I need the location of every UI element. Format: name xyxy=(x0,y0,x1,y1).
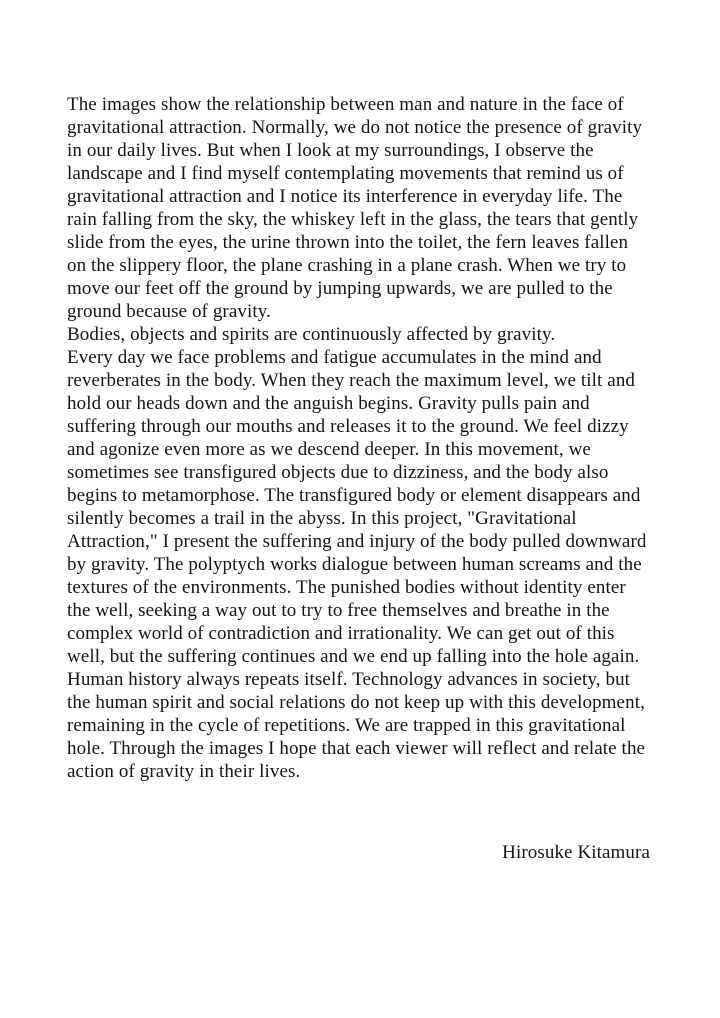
text-line: hold our heads down and the anguish begins. Gravity pulls pain and xyxy=(67,393,590,414)
text-line: on the slippery floor, the plane crashing in a plane crash. When we try to xyxy=(67,255,627,276)
text-line: hole. Through the images I hope that each viewer will reflect and relate the xyxy=(67,738,646,759)
signature: Hirosuke Kitamura xyxy=(502,842,650,863)
paragraph xyxy=(67,93,650,323)
text-line: ground because of gravity. xyxy=(67,301,271,322)
text-line: action of gravity in their lives. xyxy=(67,761,301,782)
text-line: suffering through our mouths and releases it to the ground. We feel dizzy xyxy=(67,416,629,437)
text-line: move our feet off the ground by jumping upwards, we are pulled to the xyxy=(67,278,613,299)
text-line: Attraction," I present the suffering and injury of the body pulled downward xyxy=(67,531,647,552)
document-body xyxy=(67,93,650,783)
text-line: gravitational attraction and I notice its interference in everyday life. The xyxy=(67,186,623,207)
text-line: landscape and I find myself contemplating movements that remind us of xyxy=(67,163,624,184)
text-line: by gravity. The polyptych works dialogue between human screams and the xyxy=(67,554,642,575)
text-line: remaining in the cycle of repetitions. We are trapped in this gravitational xyxy=(67,715,626,736)
text-line: gravitational attraction. Normally, we do not notice the presence of gravity xyxy=(67,117,643,138)
text-line: slide from the eyes, the urine thrown into the toilet, the fern leaves fallen xyxy=(67,232,629,253)
text-line: and agonize even more as we descend deeper. In this movement, we xyxy=(67,439,591,460)
paragraph xyxy=(67,323,650,346)
paragraph xyxy=(67,346,650,783)
text-line: well, but the suffering continues and we end up falling into the hole again. xyxy=(67,646,640,667)
text-line: textures of the environments. The punished bodies without identity enter xyxy=(67,577,626,598)
text-line: Every day we face problems and fatigue accumulates in the mind and xyxy=(67,347,602,368)
text-line: reverberates in the body. When they reach the maximum level, we tilt and xyxy=(67,370,636,391)
text-line: the human spirit and social relations do not keep up with this development, xyxy=(67,692,645,713)
text-line: begins to metamorphose. The transfigured body or element disappears and xyxy=(67,485,641,506)
text-line: rain falling from the sky, the whiskey left in the glass, the tears that gently xyxy=(67,209,639,230)
text-line: Human history always repeats itself. Technology advances in society, but xyxy=(67,669,631,690)
text-line: in our daily lives. But when I look at my surroundings, I observe the xyxy=(67,140,594,161)
text-line: complex world of contradiction and irrationality. We can get out of this xyxy=(67,623,615,644)
text-line: Bodies, objects and spirits are continuously affected by gravity. xyxy=(67,324,556,345)
text-line: the well, seeking a way out to try to free themselves and breathe in the xyxy=(67,600,610,621)
text-line: silently becomes a trail in the abyss. In this project, "Gravitational xyxy=(67,508,577,529)
text-line: sometimes see transfigured objects due to dizziness, and the body also xyxy=(67,462,609,483)
text-line: The images show the relationship between man and nature in the face of xyxy=(67,94,624,115)
